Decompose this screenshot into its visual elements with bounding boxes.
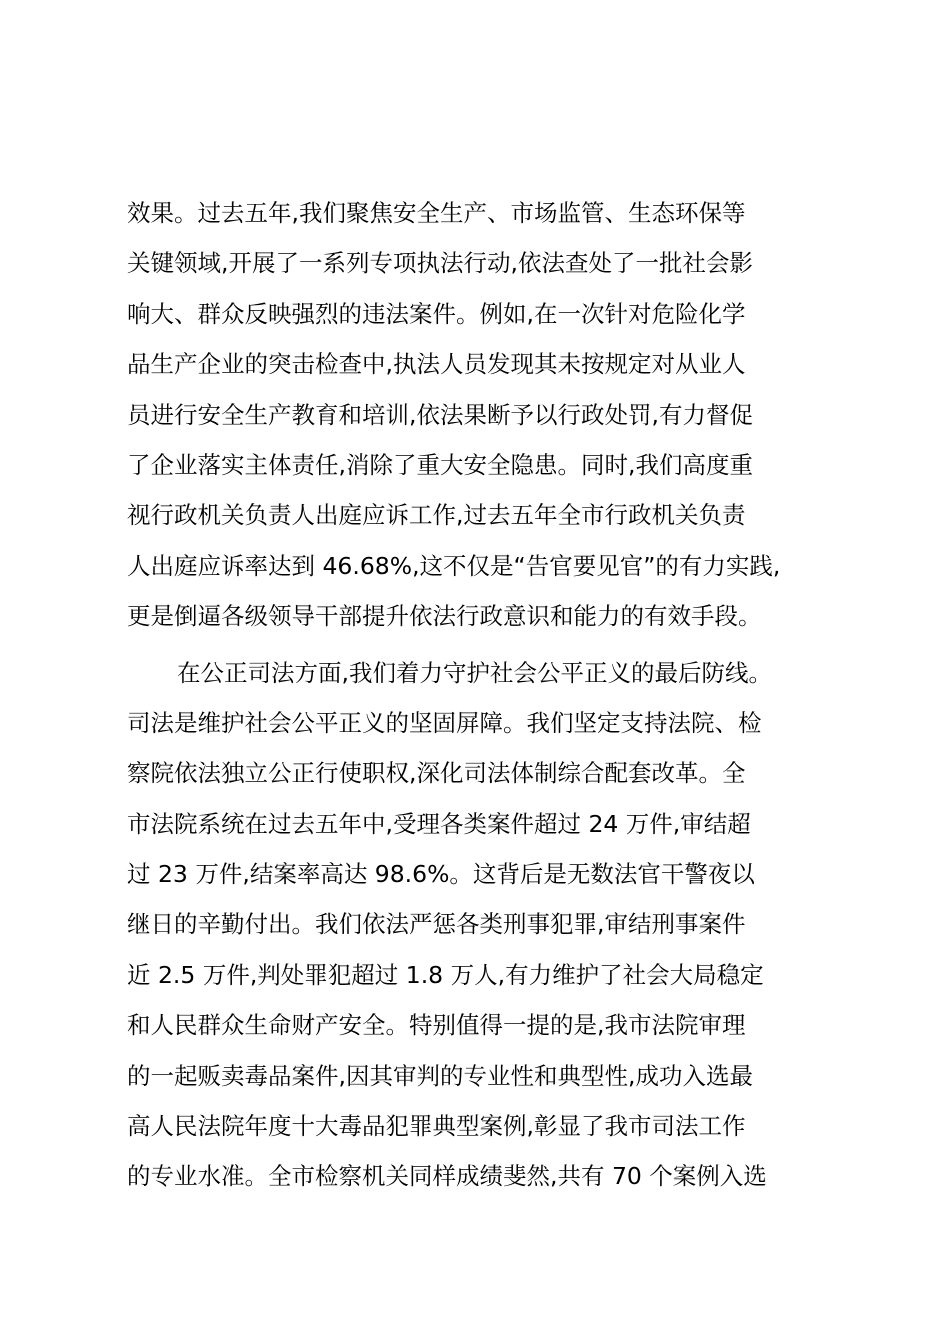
text-line: 市法院系统在过去五年中,受理各类案件超过 24 万件,审结超 [127,809,751,838]
paragraph-1 [127,188,837,642]
text-line: 在公正司法方面,我们着力守护社会公平正义的最后防线。 [177,658,772,687]
text-line: 继日的辛勤付出。我们依法严惩各类刑事犯罪,审结刑事案件 [127,910,746,939]
text-line: 高人民法院年度十大毒品犯罪典型案例,彰显了我市司法工作 [127,1112,746,1141]
text-line: 品生产企业的突击检查中,执法人员发现其未按规定对从业人 [127,350,746,379]
paragraph-2 [127,648,837,1202]
text-line: 效果。过去五年,我们聚焦安全生产、市场监管、生态环保等 [127,199,746,227]
text-line: 关键领域,开展了一系列专项执法行动,依法查处了一批社会影 [127,249,753,278]
text-line: 过 23 万件,结案率高达 98.6%。这背后是无数法官干警夜以 [127,860,755,889]
text-line: 司法是维护社会公平正义的坚固屏障。我们坚定支持法院、检 [127,708,762,737]
text-line: 的一起贩卖毒品案件,因其审判的专业性和典型性,成功入选最 [127,1061,753,1090]
text-line: 近 2.5 万件,判处罪犯超过 1.8 万人,有力维护了社会大局稳定 [127,960,764,989]
text-line: 人出庭应诉率达到 46.68%,这不仅是“告官要见官”的有力实践, [127,551,781,580]
text-line: 的专业水准。全市检察机关同样成绩斐然,共有 70 个案例入选 [127,1162,767,1191]
text-line: 和人民群众生命财产安全。特别值得一提的是,我市法院审理 [127,1011,746,1040]
text-line: 响大、群众反映强烈的违法案件。例如,在一次针对危险化学 [127,299,746,328]
text-line: 员进行安全生产教育和培训,依法果断予以行政处罚,有力督促 [127,400,753,429]
text-line: 察院依法独立公正行使职权,深化司法体制综合配套改革。全 [127,759,746,788]
text-line: 更是倒逼各级领导干部提升依法行政意识和能力的有效手段。 [127,602,762,631]
text-line: 了企业落实主体责任,消除了重大安全隐患。同时,我们高度重 [127,450,753,479]
text-line: 视行政机关负责人出庭应诉工作,过去五年全市行政机关负责 [127,501,746,530]
body-text [127,188,837,1202]
